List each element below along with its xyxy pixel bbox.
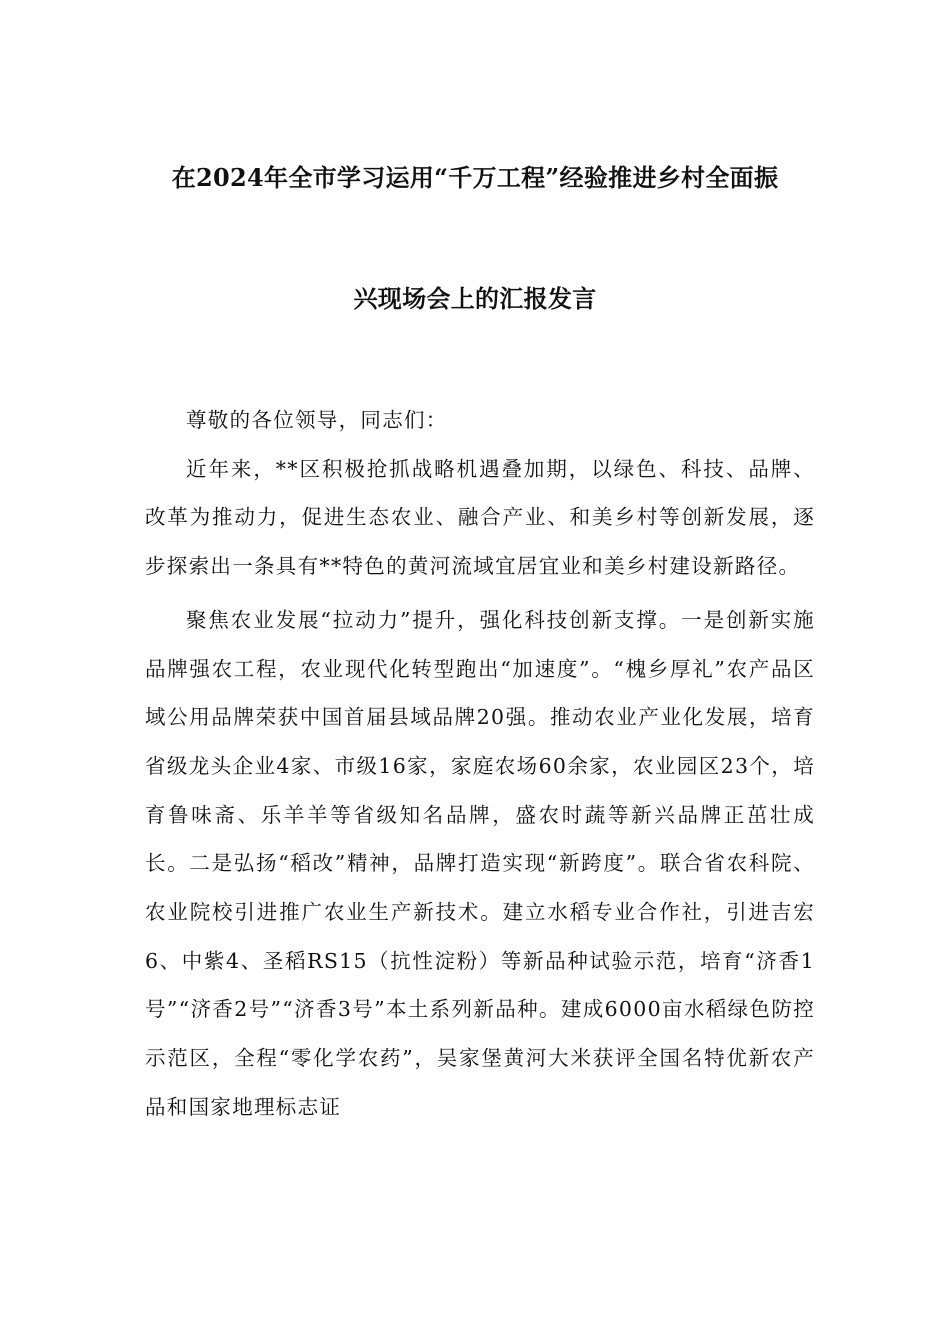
document-body <box>145 396 815 1132</box>
paragraph-intro: 近年来，**区积极抢抓战略机遇叠加期，以绿色、科技、品牌、改革为推动力，促进生态农业、融合产业、和美乡村等创新发展，逐步探索出一条具有**特色的黄河流域宜居宜业和美乡村建设新路径。 <box>145 456 815 579</box>
document-title-line-1: 在2024年全市学习运用“千万工程”经验推进乡村全面振 <box>171 163 779 192</box>
paragraph-agriculture: 聚焦农业发展“拉动力”提升，强化科技创新支撑。一是创新实施品牌强农工程，农业现代化转型跑出“加速度”。“槐乡厚礼”农产品区域公用品牌荣获中国首届县域品牌20强。推动农业产业化发展，培育省级龙头企业4家、市级16家，家庭农场60余家，农业园区23个，培育鲁味斋、乐羊羊等省级知名品牌，盛农时蔬等新兴品牌正茁壮成长。二是弘扬“稻改”精神，品牌打造实现“新跨度”。联合省农科院、农业院校引进推广农业生产新技术。建立水稻专业合作社，引进吉宏6、中紫4、圣稻RS15（抗性淀粉）等新品种试验示范，培育“济香1号”“济香2号”“济香3号”本土系列新品种。建成6000亩水稻绿色防控示范区，全程“零化学农药”，吴家堡黄河大米获评全国名特优新农产品和国家地理标志证 <box>145 607 815 1119</box>
salutation: 尊敬的各位领导，同志们： <box>186 408 448 432</box>
document-title-line-2: 兴现场会上的汇报发言 <box>353 284 597 313</box>
